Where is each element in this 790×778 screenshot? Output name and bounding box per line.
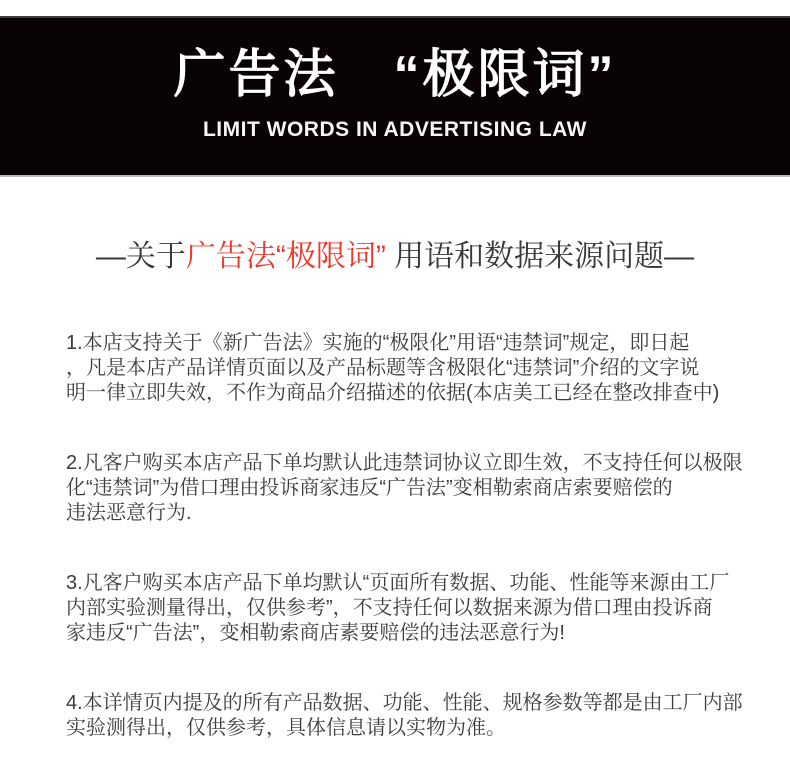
main-title: 广告法 “极限词”: [173, 45, 617, 104]
notice-paragraph-1: [66, 331, 740, 406]
banner: [0, 16, 790, 177]
notice-line: 实验测得出，仅供参考，具体信息请以实物为准。: [66, 717, 506, 739]
section-heading: [0, 239, 790, 274]
notice-line: 2.凡客户购买本店产品下单均默认此违禁词协议立即生效，不支持任何以极限: [66, 452, 743, 474]
notice-line: 内部实验测量得出，仅供参考”，不支持任何以数据来源为借口理由投诉商: [66, 597, 713, 619]
notice-line: 化“违禁词”为借口理由投诉商家违反“广告法”变相勒索商店索要赔偿的: [66, 477, 673, 499]
notice-paragraph-3: [66, 571, 740, 646]
notice-content: [0, 331, 790, 741]
heading-prefix: —关于: [95, 240, 186, 273]
notice-line: 4.本详情页内提及的所有产品数据、功能、性能、规格参数等都是由工厂内部: [66, 692, 743, 714]
notice-line: 3.凡客户购买本店产品下单均默认“页面所有数据、功能、性能等来源由工厂: [66, 572, 730, 594]
notice-paragraph-4: [66, 691, 743, 741]
notice-line: 违法恶意行为.: [66, 502, 192, 524]
heading-suffix: 用语和数据来源问题—: [385, 240, 695, 273]
notice-line: 家违反“广告法”，变相勒索商店素要赔偿的违法恶意行为!: [66, 622, 565, 644]
top-margin: [0, 0, 790, 16]
notice-paragraph-2: [66, 451, 743, 526]
heading-highlight: 广告法“极限词”: [185, 240, 386, 273]
notice-line: ，凡是本店产品详情页面以及产品标题等含极限化“违禁词”介绍的文字说: [66, 357, 700, 379]
notice-line: 明一律立即失效，不作为商品介绍描述的依据(本店美工已经在整改排查中): [66, 382, 720, 404]
subtitle: LIMIT WORDS IN ADVERTISING LAW: [202, 117, 588, 141]
notice-line: 1.本店支持关于《新广告法》实施的“极限化”用语“违禁词”规定，即日起: [66, 332, 690, 354]
